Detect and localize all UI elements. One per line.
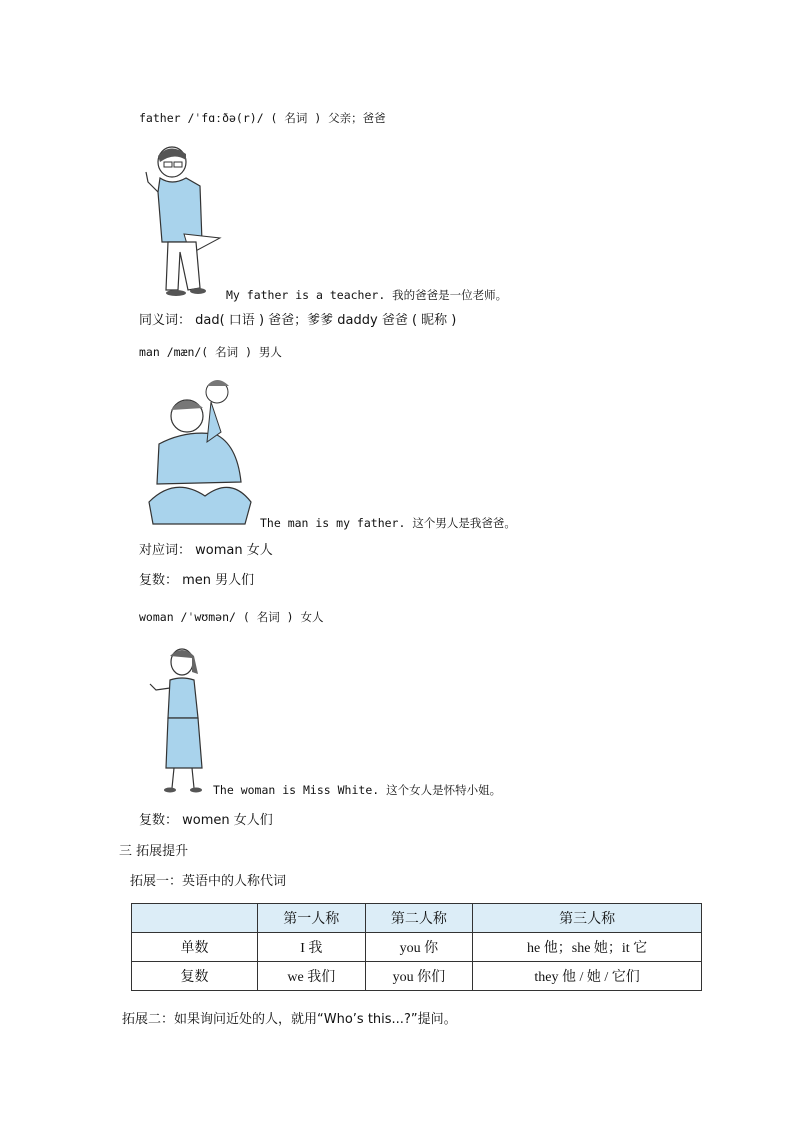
man-illustration xyxy=(145,372,253,530)
extension-one: 拓展一：英语中的人称代词 xyxy=(130,874,287,889)
man-example: The man is my father. 这个男人是我爸爸。 xyxy=(260,516,516,530)
woman-plural: 复数： women 女人们 xyxy=(139,813,273,828)
table-cell: 复数 xyxy=(132,962,258,991)
table-row xyxy=(132,933,702,962)
man-entry: man /mæn/( 名词 ) 男人 xyxy=(139,345,282,359)
table-header-cell xyxy=(132,904,258,933)
father-entry: father /ˈfɑːðə(r)/ ( 名词 ) 父亲；爸爸 xyxy=(139,111,386,125)
table-row xyxy=(132,962,702,991)
table-header-cell: 第三人称 xyxy=(473,904,702,933)
table-header-cell: 第二人称 xyxy=(365,904,473,933)
father-example: My father is a teacher. 我的爸爸是一位老师。 xyxy=(226,288,508,302)
woman-illustration xyxy=(146,644,204,796)
woman-example: The woman is Miss White. 这个女人是怀特小姐。 xyxy=(213,783,502,797)
table-cell: you 你们 xyxy=(365,962,473,991)
table-cell: they 他 / 她 / 它们 xyxy=(473,962,702,991)
father-synonyms: 同义词： dad( 口语 ) 爸爸；爹爹 daddy 爸爸 ( 昵称 ) xyxy=(139,313,457,328)
table-cell: we 我们 xyxy=(258,962,366,991)
woman-entry: woman /ˈwʊmən/ ( 名词 ) 女人 xyxy=(139,610,324,624)
table-header-cell: 第一人称 xyxy=(258,904,366,933)
table-cell: he 他；she 她；it 它 xyxy=(473,933,702,962)
pronoun-table xyxy=(131,903,702,991)
table-cell: I 我 xyxy=(258,933,366,962)
table-cell: you 你 xyxy=(365,933,473,962)
man-plural: 复数： men 男人们 xyxy=(139,573,255,588)
section-heading: 三 拓展提升 xyxy=(119,844,189,859)
table-header-row xyxy=(132,904,702,933)
table-cell: 单数 xyxy=(132,933,258,962)
extension-two: 拓展二：如果询问近处的人，就用“Who’s this...?”提问。 xyxy=(122,1012,457,1027)
father-illustration xyxy=(140,142,226,298)
man-opposite: 对应词： woman 女人 xyxy=(139,543,273,558)
